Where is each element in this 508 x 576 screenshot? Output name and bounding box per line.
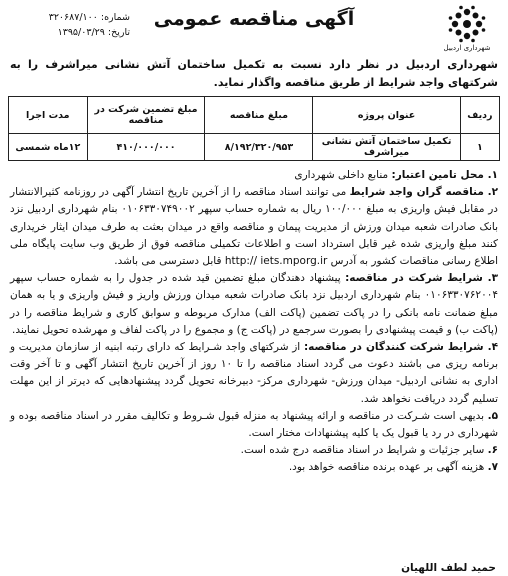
item-lead: ۲. مناقصه گران واجد شرایط [349,186,499,199]
date-value: ۱۳۹۵/۰۳/۲۹ [57,27,105,38]
cell-tender-amount: ۸/۱۹۲/۳۲۰/۹۵۳ [205,134,313,161]
item-ad-cost [10,459,498,476]
item-lead: ۶. [487,444,498,457]
item-text: بدیهی است شـرکت در مناقصه و ارائه پیشنهاد به منزله قبول شـروط و تکالیف مقرر در اسناد مناقصه بوده و شهرداری در رد یا قبول یک یا کلیه پیشنهادات مختار است. [10,409,498,440]
table-row [9,134,500,161]
number-value: ۳۲۰۶۸۷/۱۰۰ [48,12,98,23]
col-header-row-number: ردیف [460,97,499,134]
item-lead: ۱. محل تامین اعتبار: [391,169,498,181]
item-text: منابع داخلی شهرداری [294,169,392,181]
col-header-tender-amount: مبلغ مناقصه [205,97,313,134]
notice-items [10,167,498,477]
number-label: شماره: [100,12,130,23]
cell-project-title: تکمیل ساختمان آتش نشانی میراشرف [313,134,460,161]
item-lead: ۳. شرایط شرکت در مناقصه: [345,272,498,285]
item-text: می توانند اسناد مناقصه را از آخرین تاریخ انتشار آگهی در روزنامه کثیرالانتشار در مقابل فیش واریزی به مبلغ ۱۰۰/۰۰۰ ریال به شماره حساب سپهر ۰۱۰۶۳۳۰۷۴۹۰۰۲ بنام شهرداری اردبیل نزد بانک صادرات شعبه میدان ورزش از مدیریت پیمان و مناقصه واقع در میدان بعثت به طرف میدان ایثار خریداری کنند مبلغ واریزی شده غیر قابل استرداد است و اطلاعات تکمیلی مناقصه فوق از طریق وب سایت پایگاه ملی اطلاع رسانی مناقصات کشور به آدرس http:// iets.mporg.ir قابل دسترسی می باشد. [10,186,498,268]
item-text: هزینه آگهی بر عهده برنده مناقصه خواهد بود. [288,461,488,474]
item-acceptance [10,408,498,442]
item-text: از شرکتهای واجد شـرایط که دارای رتبه ابنیه از سازمان مدیریت و برنامه ریزی می باشند دعوت می گردد اسناد مناقصه را تا ۱۰ روز از آخرین تاریخ انتشار آگهی و تا آخر وقت اداری به نشانی اردبیل- میدان ورزش- شهرداری مرکز- دبیرخانه تحویل گردد پیشنهادهایی که دیرتر از این مهلت تسلیم گردد دریافت نخواهد شد. [10,341,498,405]
col-header-project-title: عنوان پروژه [313,97,460,134]
notice-header [8,4,500,56]
notice-title: آگهی مناقصه عمومی [153,8,355,30]
col-header-guarantee-amount: مبلغ تضمین شرکت در مناقصه [87,97,205,134]
intro-paragraph: شهرداری اردبیل در نظر دارد نسبت به تکمیل ساختمان آتش نشانی میراشرف را به شرکتهای واجد شرایط از طریق مناقصه واگذار نماید. [10,58,498,89]
cell-guarantee-amount: ۴۱۰/۰۰۰/۰۰۰ [87,134,205,161]
item-text: پیشنهاد دهندگان مبلغ تضمین قید شده در جدول را به شماره حساب سپهر ۰۱۰۶۳۳۰۷۶۲۰۰۴ بنام شهرداری اردبیل نزد بانک صادرات شعبه میدان ورزش واریز و فیش واریزی و یا به همان مبلغ ضمانت نامه بانکی را در پاکت تضمین (پاکت الف) مدارک مربوطه و سوابق کاری و شرایط مناقصه را در (پاکت ب) و قیمت پیشنهادی را بصورت سرجمع در (پاکت ج) و مجموع را در پاکت لفاف و مهرشده تحویل نمایند. [10,272,498,336]
date-label: تاریخ: [107,27,130,38]
item-lead: ۵. [487,409,498,422]
item-details [10,442,498,459]
tender-table [8,96,500,161]
item-participation-terms [10,270,498,339]
cell-row-number: ۱ [460,134,499,161]
municipality-logo [436,4,498,56]
table-header-row [9,97,500,134]
cell-duration: ۱۲ماه شمسی [9,134,88,161]
item-funding-source [10,167,498,184]
logo-caption: شهرداری اردبیل [443,44,491,52]
municipality-emblem-icon [447,4,487,44]
item-text: سایر جزئیات و شرایط در اسناد مناقصه درج شده است. [240,444,488,457]
col-header-duration: مدت اجرا [9,97,88,134]
item-lead: ۷. [487,461,498,474]
item-lead: ۴. شرایط شرکت کنندگان در مناقصه: [303,341,498,354]
item-document-purchase [10,184,498,270]
signatory-name: حمید لطف اللهیان [401,562,496,574]
item-eligibility [10,339,498,408]
